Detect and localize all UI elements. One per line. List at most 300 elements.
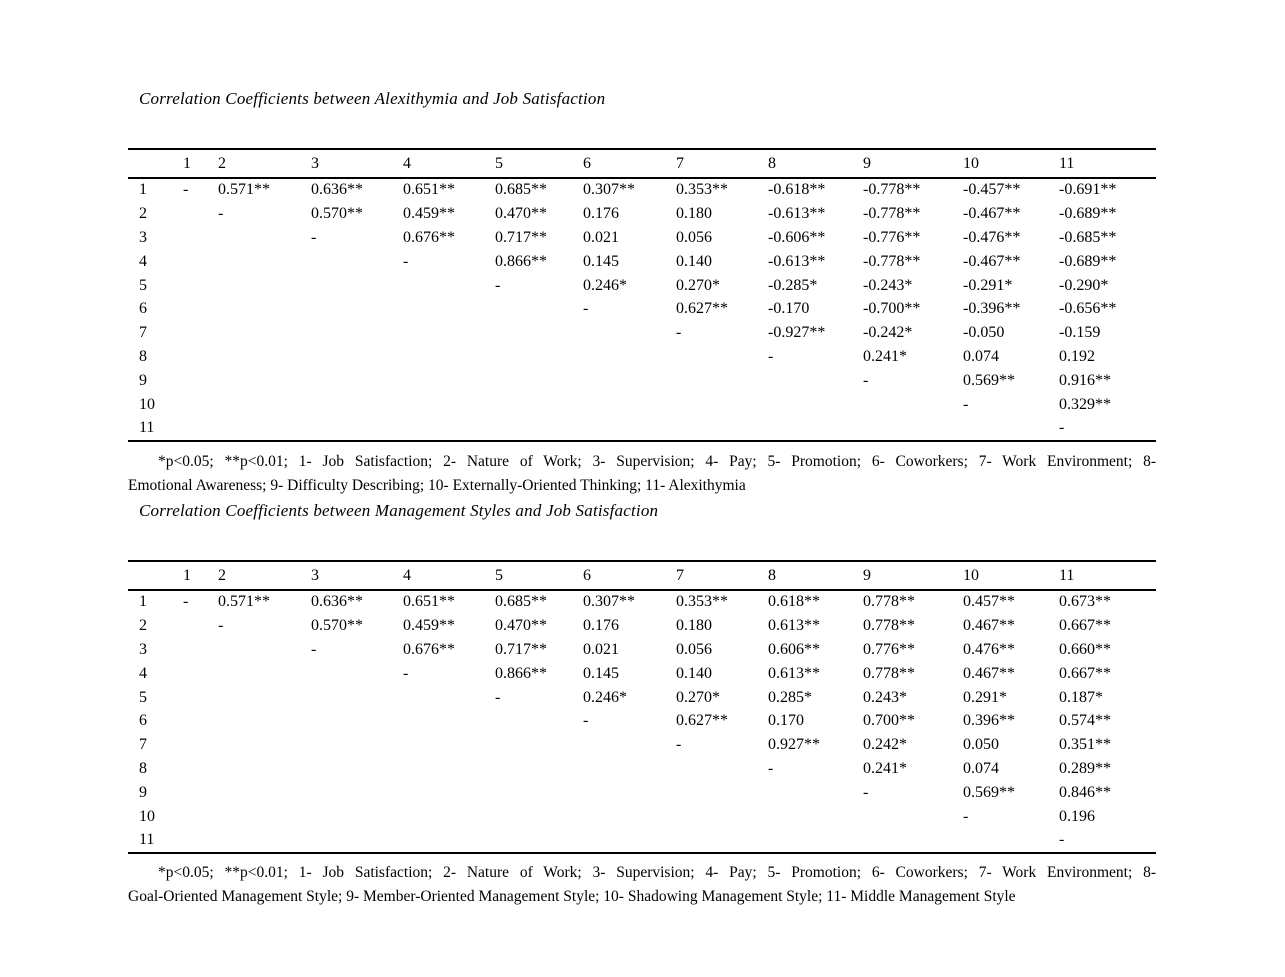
correlation-cell: 0.467** — [963, 664, 1015, 682]
correlation-cell: 0.176 — [583, 204, 619, 222]
correlation-cell: -0.291* — [963, 276, 1013, 294]
column-header-10: 10 — [963, 154, 979, 172]
correlation-cell — [768, 781, 863, 805]
correlation-cell: - — [403, 664, 409, 682]
correlation-cell — [218, 274, 311, 298]
correlation-cell — [218, 393, 311, 417]
correlation-cell: 0.778** — [863, 593, 915, 611]
correlation-cell — [495, 781, 583, 805]
correlation-cell — [403, 757, 495, 781]
correlation-cell: 0.685** — [495, 593, 547, 611]
correlation-cell: - — [218, 204, 224, 222]
correlation-cell — [218, 686, 311, 710]
correlation-cell — [311, 369, 403, 393]
correlation-cell: -0.396** — [963, 300, 1021, 318]
correlation-cell: 0.140 — [676, 664, 712, 682]
correlation-cell: -0.606** — [768, 228, 826, 246]
correlation-cell: -0.778** — [863, 204, 921, 222]
correlation-cell — [676, 757, 768, 781]
row-label: 3 — [139, 640, 147, 658]
correlation-cell — [183, 733, 218, 757]
table-row-9 — [128, 369, 1156, 393]
correlation-cell — [583, 829, 676, 853]
correlation-table-alexithymia — [128, 148, 1156, 442]
correlation-cell — [863, 393, 963, 417]
correlation-cell: - — [768, 348, 774, 366]
correlation-cell — [583, 417, 676, 441]
table-2-footnote — [128, 861, 1156, 908]
correlation-cell — [218, 662, 311, 686]
correlation-cell — [311, 709, 403, 733]
correlation-cell: 0.459** — [403, 204, 455, 222]
correlation-cell — [863, 805, 963, 829]
correlation-cell — [583, 393, 676, 417]
correlation-cell: 0.145 — [583, 664, 619, 682]
correlation-cell: -0.689** — [1059, 204, 1117, 222]
correlation-cell — [183, 686, 218, 710]
correlation-cell — [183, 226, 218, 250]
correlation-cell: 0.457** — [963, 593, 1015, 611]
correlation-cell: -0.159 — [1059, 324, 1101, 342]
correlation-cell: 0.140 — [676, 252, 712, 270]
correlation-cell — [183, 417, 218, 441]
correlation-cell: 0.050 — [963, 736, 999, 754]
column-header-1: 1 — [183, 566, 191, 584]
table-row-1 — [128, 178, 1156, 202]
correlation-cell — [403, 733, 495, 757]
correlation-cell — [183, 662, 218, 686]
correlation-cell: 0.470** — [495, 204, 547, 222]
correlation-cell: - — [218, 616, 224, 634]
correlation-cell — [768, 369, 863, 393]
correlation-cell — [183, 369, 218, 393]
correlation-cell — [768, 805, 863, 829]
correlation-cell: 0.866** — [495, 252, 547, 270]
correlation-cell — [218, 757, 311, 781]
correlation-cell: 0.243* — [863, 688, 907, 706]
correlation-cell — [183, 805, 218, 829]
correlation-cell — [311, 274, 403, 298]
column-header-5: 5 — [495, 566, 503, 584]
correlation-cell: 0.270* — [676, 276, 720, 294]
correlation-cell — [218, 638, 311, 662]
correlation-cell — [183, 638, 218, 662]
correlation-cell — [495, 369, 583, 393]
correlation-cell — [583, 369, 676, 393]
row-label: 11 — [139, 831, 155, 849]
correlation-cell — [403, 274, 495, 298]
row-label: 10 — [139, 395, 155, 413]
correlation-cell — [768, 829, 863, 853]
table-row-8 — [128, 345, 1156, 369]
correlation-cell: 0.021 — [583, 228, 619, 246]
row-label: 2 — [139, 204, 147, 222]
correlation-cell — [403, 393, 495, 417]
table-row-4 — [128, 250, 1156, 274]
correlation-cell — [311, 829, 403, 853]
header-row — [128, 561, 1156, 590]
row-label: 9 — [139, 784, 147, 802]
table-row-2 — [128, 614, 1156, 638]
correlation-cell — [183, 345, 218, 369]
correlation-cell — [311, 393, 403, 417]
correlation-cell — [311, 733, 403, 757]
correlation-cell — [218, 226, 311, 250]
table-row-8 — [128, 757, 1156, 781]
correlation-cell: - — [311, 640, 317, 658]
footnote-line: Emotional Awareness; 9- Difficulty Describing; 10- Externally-Oriented Thinking; 11- Alexithymia — [128, 476, 746, 494]
correlation-cell — [311, 250, 403, 274]
row-label: 10 — [139, 807, 155, 825]
correlation-cell: 0.667** — [1059, 616, 1111, 634]
correlation-cell: - — [183, 181, 189, 199]
correlation-cell: 0.307** — [583, 181, 635, 199]
correlation-cell: 0.351** — [1059, 736, 1111, 754]
correlation-cell: 0.618** — [768, 593, 820, 611]
correlation-cell — [218, 321, 311, 345]
correlation-cell — [218, 345, 311, 369]
column-header-11: 11 — [1059, 566, 1075, 584]
column-header-9: 9 — [863, 566, 871, 584]
correlation-cell: 0.660** — [1059, 640, 1111, 658]
row-label: 6 — [139, 712, 147, 730]
correlation-cell — [183, 297, 218, 321]
correlation-cell: -0.778** — [863, 181, 921, 199]
correlation-cell — [183, 829, 218, 853]
correlation-cell: 0.192 — [1059, 348, 1095, 366]
correlation-cell: 0.717** — [495, 228, 547, 246]
correlation-cell — [583, 321, 676, 345]
header-row — [128, 149, 1156, 178]
table-row-1 — [128, 590, 1156, 614]
correlation-cell — [183, 321, 218, 345]
correlation-cell: -0.776** — [863, 228, 921, 246]
header-corner-cell — [128, 149, 183, 178]
table-row-2 — [128, 202, 1156, 226]
table-row-10 — [128, 393, 1156, 417]
correlation-cell: 0.651** — [403, 593, 455, 611]
correlation-cell — [183, 250, 218, 274]
correlation-cell: 0.329** — [1059, 395, 1111, 413]
correlation-cell: - — [963, 807, 969, 825]
correlation-cell: -0.457** — [963, 181, 1021, 199]
correlation-cell — [583, 345, 676, 369]
correlation-cell: -0.467** — [963, 204, 1021, 222]
correlation-cell: 0.187* — [1059, 688, 1103, 706]
correlation-cell: 0.778** — [863, 664, 915, 682]
correlation-cell: 0.291* — [963, 688, 1007, 706]
correlation-cell — [183, 614, 218, 638]
correlation-cell: 0.570** — [311, 616, 363, 634]
row-label: 8 — [139, 348, 147, 366]
table-row-6 — [128, 709, 1156, 733]
column-header-9: 9 — [863, 154, 871, 172]
correlation-cell: -0.290* — [1059, 276, 1109, 294]
column-header-11: 11 — [1059, 154, 1075, 172]
correlation-cell — [183, 202, 218, 226]
correlation-cell — [218, 709, 311, 733]
correlation-cell: -0.613** — [768, 204, 826, 222]
correlation-cell: - — [768, 760, 774, 778]
correlation-cell: -0.476** — [963, 228, 1021, 246]
table-row-3 — [128, 638, 1156, 662]
correlation-cell: - — [1059, 831, 1065, 849]
correlation-cell: 0.241* — [863, 348, 907, 366]
row-label: 7 — [139, 736, 147, 754]
correlation-cell: 0.285* — [768, 688, 812, 706]
correlation-cell: 0.241* — [863, 760, 907, 778]
correlation-cell — [495, 757, 583, 781]
correlation-cell: - — [495, 688, 501, 706]
correlation-cell: 0.574** — [1059, 712, 1111, 730]
correlation-cell — [863, 829, 963, 853]
correlation-cell: - — [583, 712, 589, 730]
correlation-cell — [311, 757, 403, 781]
correlation-cell: -0.927** — [768, 324, 826, 342]
correlation-cell: 0.717** — [495, 640, 547, 658]
correlation-cell: 0.846** — [1059, 784, 1111, 802]
correlation-cell: -0.700** — [863, 300, 921, 318]
correlation-cell — [183, 757, 218, 781]
column-header-5: 5 — [495, 154, 503, 172]
row-label: 5 — [139, 688, 147, 706]
column-header-10: 10 — [963, 566, 979, 584]
table-row-6 — [128, 297, 1156, 321]
correlation-cell — [583, 757, 676, 781]
column-header-3: 3 — [311, 566, 319, 584]
correlation-cell — [676, 805, 768, 829]
correlation-cell: 0.916** — [1059, 372, 1111, 390]
correlation-cell — [583, 781, 676, 805]
correlation-cell: 0.396** — [963, 712, 1015, 730]
column-header-2: 2 — [218, 154, 226, 172]
correlation-cell — [183, 781, 218, 805]
row-label: 4 — [139, 252, 147, 270]
correlation-cell: 0.571** — [218, 181, 270, 199]
correlation-cell — [403, 709, 495, 733]
correlation-cell: 0.180 — [676, 616, 712, 634]
correlation-cell: -0.170 — [768, 300, 810, 318]
correlation-cell: 0.613** — [768, 664, 820, 682]
correlation-cell: -0.656** — [1059, 300, 1117, 318]
correlation-cell: -0.285* — [768, 276, 818, 294]
table-2-title: Correlation Coefficients between Management Styles and Job Satisfaction — [139, 501, 659, 520]
correlation-cell — [495, 417, 583, 441]
correlation-cell — [183, 709, 218, 733]
correlation-cell — [403, 369, 495, 393]
correlation-cell: 0.700** — [863, 712, 915, 730]
column-header-4: 4 — [403, 566, 411, 584]
correlation-cell: 0.476** — [963, 640, 1015, 658]
table-row-11 — [128, 417, 1156, 441]
table-row-7 — [128, 733, 1156, 757]
correlation-cell — [495, 805, 583, 829]
correlation-cell: - — [583, 300, 589, 318]
table-row-5 — [128, 686, 1156, 710]
correlation-cell: - — [676, 736, 682, 754]
correlation-cell: 0.776** — [863, 640, 915, 658]
correlation-cell: 0.289** — [1059, 760, 1111, 778]
correlation-cell — [863, 417, 963, 441]
correlation-cell: 0.673** — [1059, 593, 1111, 611]
correlation-cell — [768, 393, 863, 417]
row-label: 4 — [139, 664, 147, 682]
correlation-cell: 0.470** — [495, 616, 547, 634]
correlation-cell: - — [311, 228, 317, 246]
table-row-10 — [128, 805, 1156, 829]
correlation-cell: 0.927** — [768, 736, 820, 754]
correlation-cell — [676, 781, 768, 805]
correlation-cell: 0.613** — [768, 616, 820, 634]
correlation-cell: 0.651** — [403, 181, 455, 199]
correlation-cell: 0.145 — [583, 252, 619, 270]
correlation-cell — [311, 297, 403, 321]
correlation-cell: 0.636** — [311, 593, 363, 611]
correlation-cell — [403, 321, 495, 345]
correlation-cell — [311, 345, 403, 369]
correlation-cell — [403, 417, 495, 441]
correlation-cell — [403, 805, 495, 829]
row-label: 6 — [139, 300, 147, 318]
row-label: 5 — [139, 276, 147, 294]
correlation-cell: 0.866** — [495, 664, 547, 682]
row-label: 1 — [139, 181, 147, 199]
correlation-cell — [311, 686, 403, 710]
correlation-cell — [218, 297, 311, 321]
correlation-cell: 0.667** — [1059, 664, 1111, 682]
correlation-cell — [583, 805, 676, 829]
correlation-cell: - — [183, 593, 189, 611]
column-header-6: 6 — [583, 154, 591, 172]
correlation-cell — [676, 369, 768, 393]
correlation-cell: 0.606** — [768, 640, 820, 658]
table-row-11 — [128, 829, 1156, 853]
correlation-cell: - — [963, 395, 969, 413]
correlation-cell: 0.307** — [583, 593, 635, 611]
table-row-9 — [128, 781, 1156, 805]
row-label: 3 — [139, 228, 147, 246]
correlation-cell — [495, 321, 583, 345]
correlation-cell: 0.636** — [311, 181, 363, 199]
correlation-cell — [403, 686, 495, 710]
correlation-cell: 0.627** — [676, 300, 728, 318]
correlation-cell: - — [863, 372, 869, 390]
table-1-title: Correlation Coefficients between Alexithymia and Job Satisfaction — [139, 89, 606, 108]
correlation-cell: 0.676** — [403, 228, 455, 246]
table-row-3 — [128, 226, 1156, 250]
correlation-cell: 0.570** — [311, 204, 363, 222]
correlation-cell: 0.353** — [676, 593, 728, 611]
correlation-cell — [403, 829, 495, 853]
correlation-cell: -0.242* — [863, 324, 913, 342]
correlation-cell — [311, 417, 403, 441]
column-header-7: 7 — [676, 566, 684, 584]
column-header-3: 3 — [311, 154, 319, 172]
correlation-cell: -0.691** — [1059, 181, 1117, 199]
correlation-cell — [218, 781, 311, 805]
correlation-cell: 0.353** — [676, 181, 728, 199]
column-header-8: 8 — [768, 566, 776, 584]
correlation-cell: 0.056 — [676, 228, 712, 246]
correlation-cell — [495, 829, 583, 853]
correlation-cell: 0.459** — [403, 616, 455, 634]
correlation-cell: - — [403, 252, 409, 270]
correlation-cell — [218, 369, 311, 393]
correlation-cell: -0.613** — [768, 252, 826, 270]
table-row-4 — [128, 662, 1156, 686]
row-label: 11 — [139, 419, 155, 437]
correlation-cell: -0.778** — [863, 252, 921, 270]
correlation-cell — [495, 393, 583, 417]
correlation-cell: - — [863, 784, 869, 802]
table-row-5 — [128, 274, 1156, 298]
table-row-7 — [128, 321, 1156, 345]
correlation-cell: 0.569** — [963, 372, 1015, 390]
correlation-cell: 0.196 — [1059, 807, 1095, 825]
footnote-line: *p<0.05; **p<0.01; 1- Job Satisfaction; 2- Nature of Work; 3- Supervision; 4- Pay; 5- Promotion; 6- Coworkers; 7- Work Environment; 8- — [158, 453, 1156, 470]
correlation-cell: 0.676** — [403, 640, 455, 658]
correlation-cell — [583, 733, 676, 757]
correlation-cell: 0.627** — [676, 712, 728, 730]
correlation-cell: 0.170 — [768, 712, 804, 730]
row-label: 8 — [139, 760, 147, 778]
correlation-cell: - — [495, 276, 501, 294]
column-header-7: 7 — [676, 154, 684, 172]
table-1-footnote — [128, 450, 1156, 497]
correlation-cell: 0.246* — [583, 276, 627, 294]
correlation-cell — [403, 781, 495, 805]
correlation-cell: -0.618** — [768, 181, 826, 199]
correlation-cell — [311, 781, 403, 805]
column-header-2: 2 — [218, 566, 226, 584]
correlation-cell — [403, 345, 495, 369]
correlation-cell: 0.270* — [676, 688, 720, 706]
correlation-cell — [311, 662, 403, 686]
row-label: 9 — [139, 372, 147, 390]
correlation-cell — [768, 417, 863, 441]
column-header-1: 1 — [183, 154, 191, 172]
correlation-cell — [311, 805, 403, 829]
correlation-cell: 0.246* — [583, 688, 627, 706]
footnote-line: Goal-Oriented Management Style; 9- Member-Oriented Management Style; 10- Shadowing Management Style; 11- Middle Management Style — [128, 887, 1016, 905]
column-header-4: 4 — [403, 154, 411, 172]
correlation-cell: -0.685** — [1059, 228, 1117, 246]
correlation-cell: -0.243* — [863, 276, 913, 294]
footnote-line: *p<0.05; **p<0.01; 1- Job Satisfaction; 2- Nature of Work; 3- Supervision; 4- Pay; 5- Promotion; 6- Coworkers; 7- Work Environment; 8- — [158, 864, 1156, 881]
correlation-cell: 0.685** — [495, 181, 547, 199]
correlation-cell — [963, 417, 1059, 441]
correlation-cell — [495, 709, 583, 733]
correlation-cell: 0.021 — [583, 640, 619, 658]
correlation-cell — [963, 829, 1059, 853]
correlation-cell: 0.176 — [583, 616, 619, 634]
correlation-cell — [495, 345, 583, 369]
correlation-cell — [676, 393, 768, 417]
column-header-8: 8 — [768, 154, 776, 172]
correlation-cell — [676, 417, 768, 441]
correlation-cell: 0.571** — [218, 593, 270, 611]
correlation-cell: 0.074 — [963, 760, 999, 778]
correlation-cell — [495, 733, 583, 757]
correlation-cell — [676, 345, 768, 369]
correlation-cell — [218, 733, 311, 757]
correlation-cell — [218, 829, 311, 853]
correlation-cell: 0.056 — [676, 640, 712, 658]
row-label: 1 — [139, 593, 147, 611]
correlation-cell: -0.467** — [963, 252, 1021, 270]
correlation-table-management-styles — [128, 560, 1156, 854]
correlation-cell — [403, 297, 495, 321]
